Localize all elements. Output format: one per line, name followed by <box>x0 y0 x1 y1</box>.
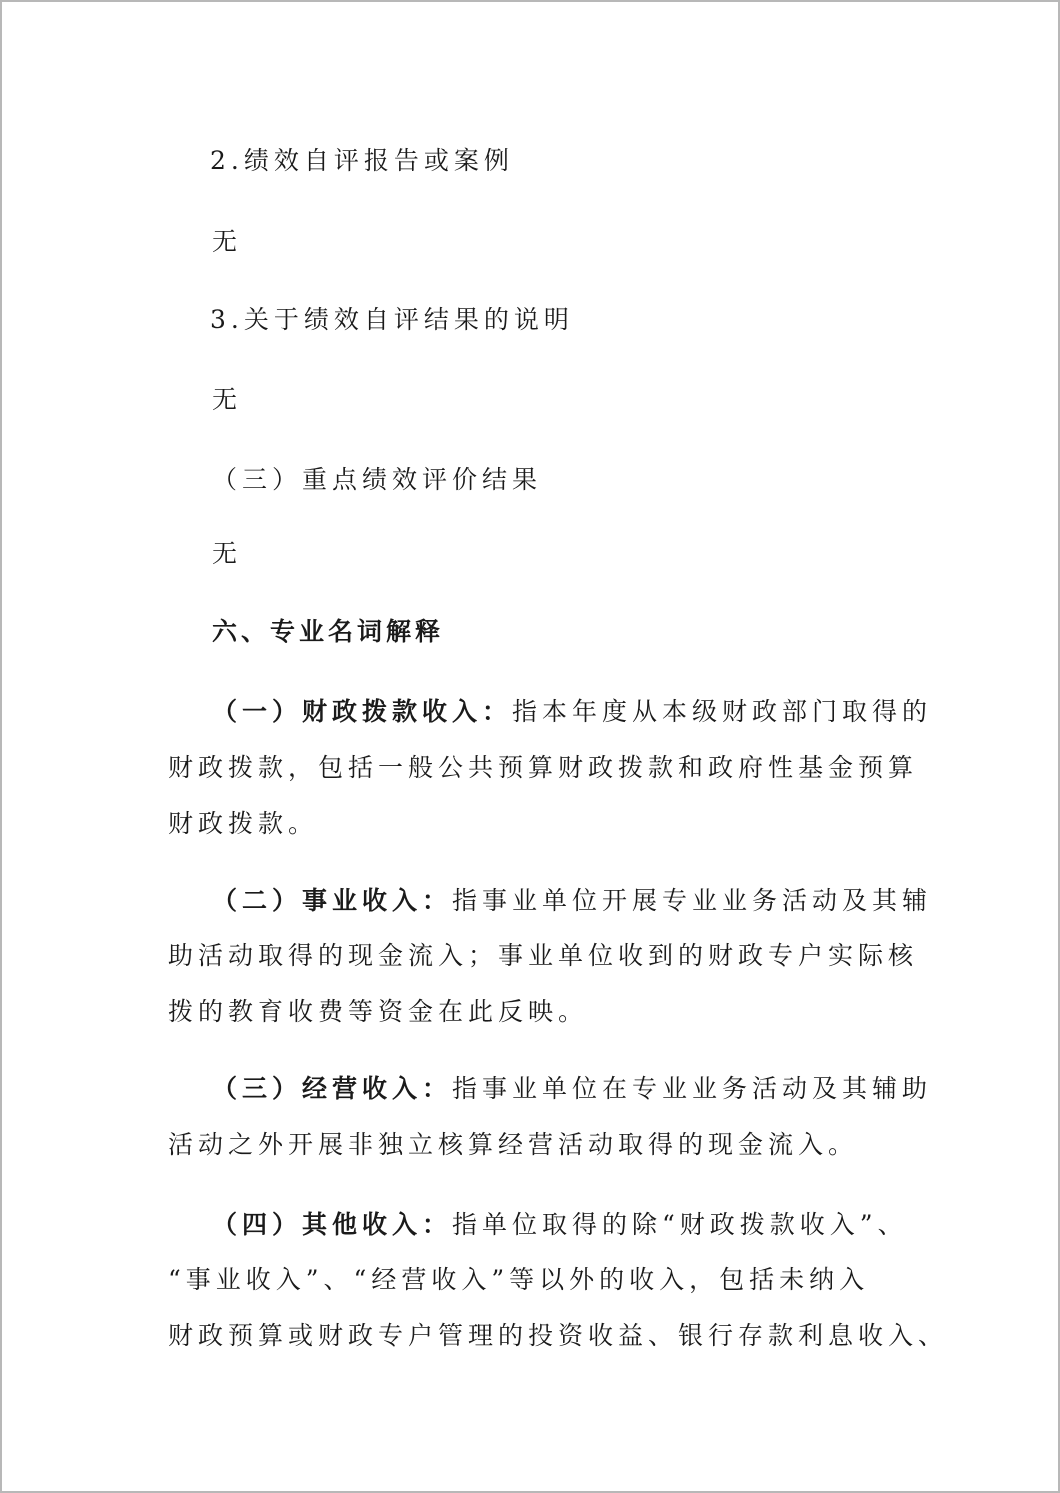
glossary-entry-line <box>212 1209 908 1241</box>
glossary-definition-line: 拨的教育收费等资金在此反映。 <box>168 997 589 1026</box>
glossary-definition: 指单位取得的除“财政拨款收入”、 <box>452 1210 908 1239</box>
section-body-text: 无 <box>212 385 243 414</box>
glossary-term: （四）其他收入： <box>212 1210 453 1239</box>
glossary-definition-line: 活动之外开展非独立核算经营活动取得的现金流入。 <box>168 1130 859 1159</box>
glossary-entry-line <box>212 1073 932 1105</box>
section-heading-key-evaluation: （三）重点绩效评价结果 <box>212 465 543 494</box>
glossary-entry-line <box>212 885 932 917</box>
section-body-text: 无 <box>212 227 243 256</box>
glossary-definition-line: 财政拨款，包括一般公共预算财政拨款和政府性基金预算 <box>168 753 919 782</box>
glossary-entry-line <box>212 696 932 728</box>
glossary-definition: 指事业单位开展专业业务活动及其辅 <box>452 886 933 915</box>
glossary-term: （二）事业收入： <box>212 886 453 915</box>
section-body-text: 无 <box>212 539 243 568</box>
section-heading-self-evaluation-report: 2.绩效自评报告或案例 <box>210 146 514 175</box>
glossary-definition-line: 助活动取得的现金流入；事业单位收到的财政专户实际核 <box>168 941 919 970</box>
glossary-definition-line: 财政拨款。 <box>168 809 319 838</box>
glossary-definition: 指事业单位在专业业务活动及其辅助 <box>452 1074 933 1103</box>
glossary-term: （三）经营收入： <box>212 1074 453 1103</box>
glossary-term: （一）财政拨款收入： <box>212 697 513 726</box>
chapter-heading-glossary: 六、专业名词解释 <box>212 617 445 646</box>
glossary-definition: 指本年度从本级财政部门取得的 <box>512 697 933 726</box>
section-heading-self-evaluation-explanation: 3.关于绩效自评结果的说明 <box>210 305 574 334</box>
glossary-definition-line: 财政预算或财政专户管理的投资收益、银行存款利息收入、 <box>168 1321 949 1350</box>
glossary-definition-line: “事业收入”、“经营收入”等以外的收入，包括未纳入 <box>168 1265 870 1294</box>
